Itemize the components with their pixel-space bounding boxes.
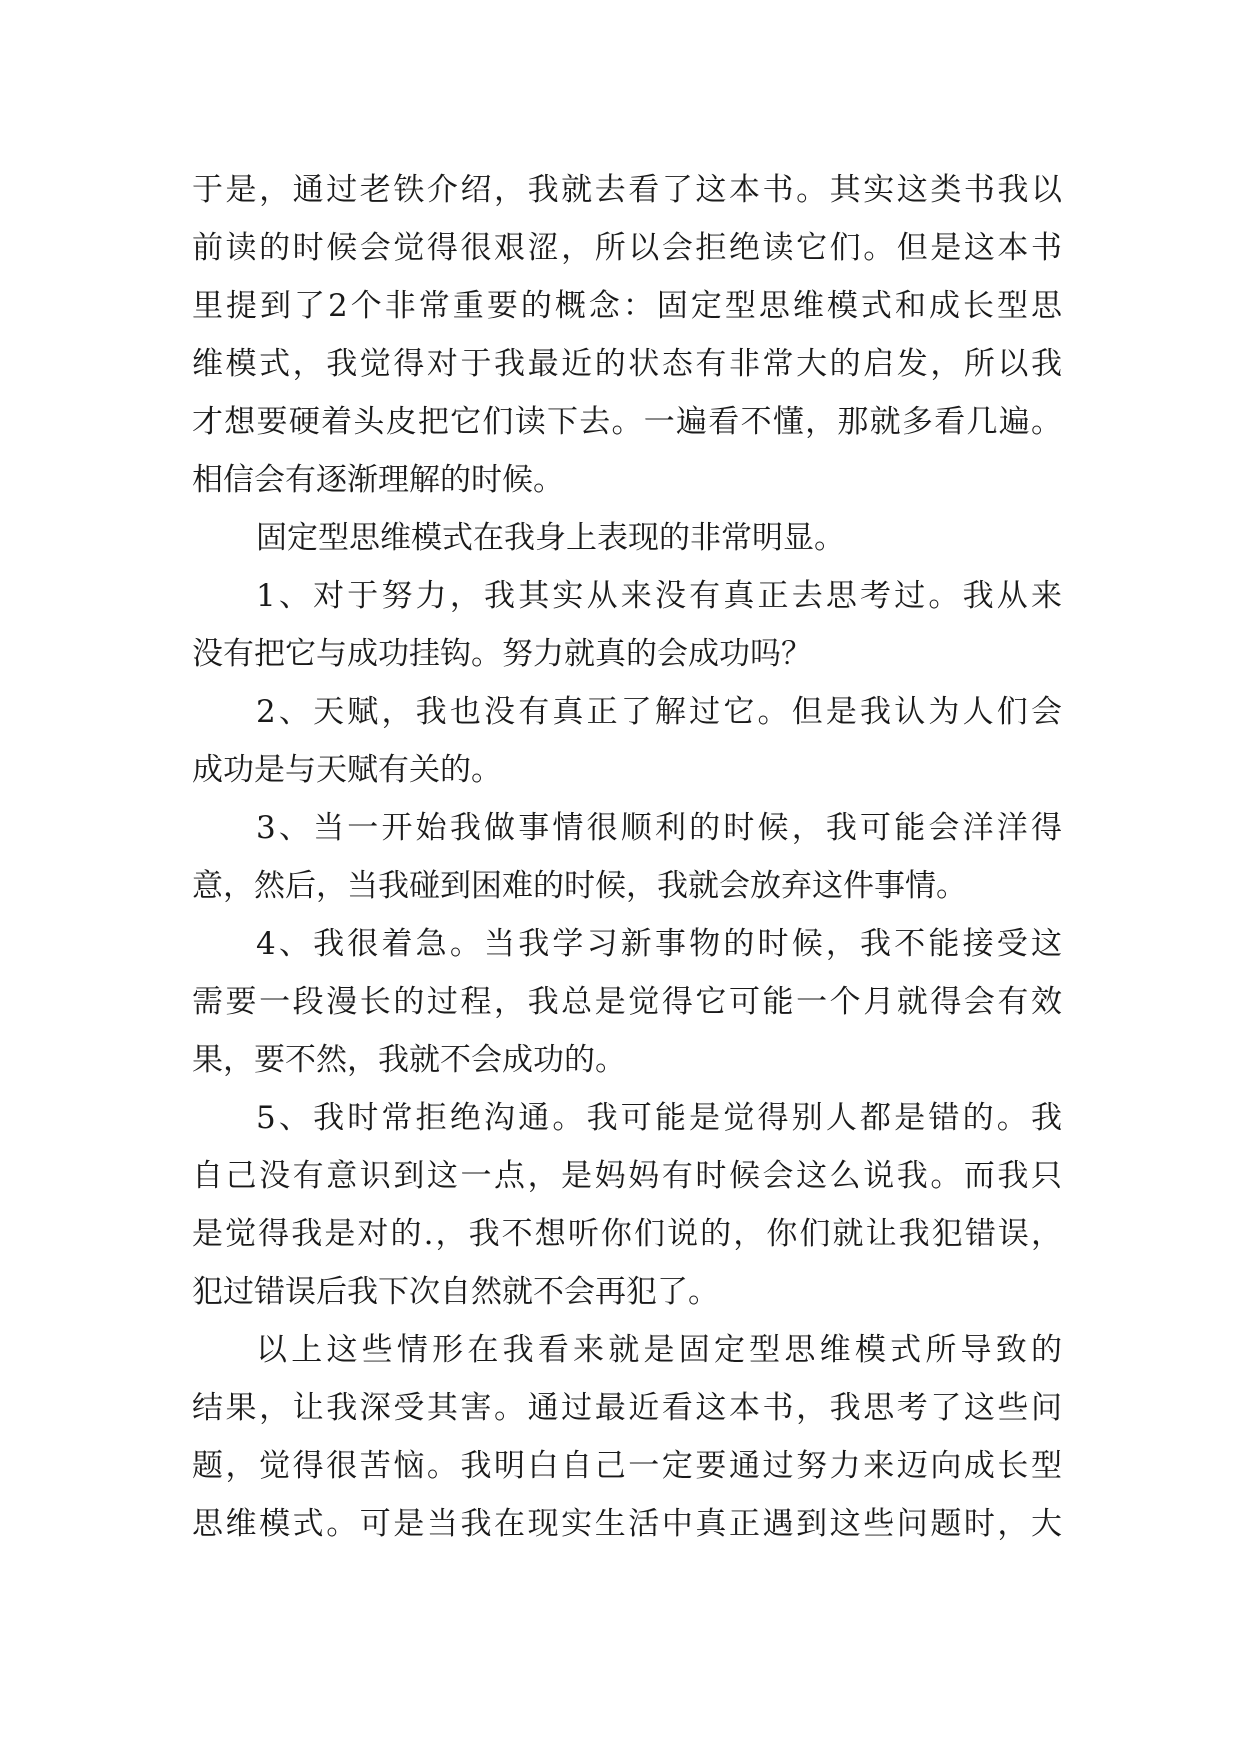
text-line: 需要一段漫长的过程，我总是觉得它可能一个月就得会有效 xyxy=(192,984,1062,1020)
text-line: 成功是与天赋有关的。 xyxy=(192,752,502,788)
text-line: 题，觉得很苦恼。我明白自己一定要通过努力来迈向成长型 xyxy=(192,1448,1062,1484)
text-line: 相信会有逐渐理解的时候。 xyxy=(192,462,564,498)
text-line: 是觉得我是对的.，我不想听你们说的，你们就让我犯错误， xyxy=(192,1216,1062,1252)
text-line: 于是，通过老铁介绍，我就去看了这本书。其实这类书我以 xyxy=(192,172,1062,208)
text-line: 结果，让我深受其害。通过最近看这本书，我思考了这些问 xyxy=(192,1390,1062,1426)
text-line: 3、当一开始我做事情很顺利的时候，我可能会洋洋得 xyxy=(256,810,1062,846)
text-line: 思维模式。可是当我在现实生活中真正遇到这些问题时，大 xyxy=(192,1506,1062,1542)
text-line: 前读的时候会觉得很艰涩，所以会拒绝读它们。但是这本书 xyxy=(192,230,1062,266)
text-line: 没有把它与成功挂钩。努力就真的会成功吗？ xyxy=(192,636,812,672)
text-line: 才想要硬着头皮把它们读下去。一遍看不懂，那就多看几遍。 xyxy=(192,404,1062,440)
text-line: 以上这些情形在我看来就是固定型思维模式所导致的 xyxy=(256,1332,1062,1368)
body-text xyxy=(192,161,1062,1553)
text-line: 意，然后，当我碰到困难的时候，我就会放弃这件事情。 xyxy=(192,868,967,904)
text-line: 4、我很着急。当我学习新事物的时候，我不能接受这 xyxy=(256,926,1062,962)
text-line: 5、我时常拒绝沟通。我可能是觉得别人都是错的。我 xyxy=(256,1100,1062,1136)
text-line: 2、天赋，我也没有真正了解过它。但是我认为人们会 xyxy=(256,694,1062,730)
text-line: 维模式，我觉得对于我最近的状态有非常大的启发，所以我 xyxy=(192,346,1062,382)
text-line: 果，要不然，我就不会成功的。 xyxy=(192,1042,626,1078)
text-line: 里提到了2个非常重要的概念：固定型思维模式和成长型思 xyxy=(192,288,1062,324)
text-line: 固定型思维模式在我身上表现的非常明显。 xyxy=(256,520,845,556)
text-line: 自己没有意识到这一点，是妈妈有时候会这么说我。而我只 xyxy=(192,1158,1062,1194)
text-line: 犯过错误后我下次自然就不会再犯了。 xyxy=(192,1274,719,1310)
text-line: 1、对于努力，我其实从来没有真正去思考过。我从来 xyxy=(256,578,1062,614)
